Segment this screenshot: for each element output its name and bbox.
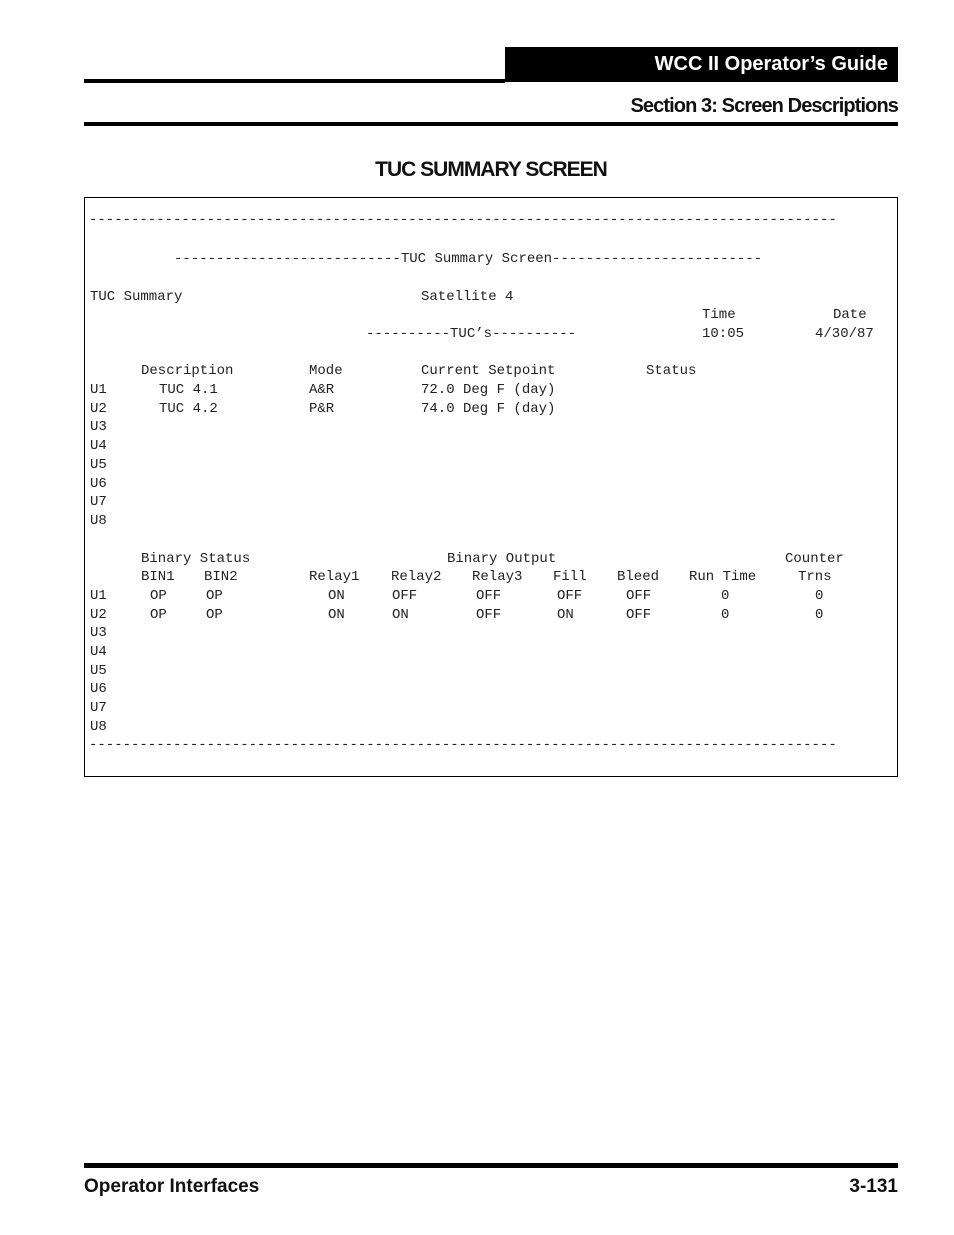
terminal-screen-frame: [84, 197, 898, 777]
top-unit-label: U2: [90, 401, 107, 417]
summary-label: TUC Summary: [90, 289, 183, 305]
top-setpoint-cell: 72.0 Deg F (day): [421, 382, 556, 398]
trns-cell: 0: [815, 588, 824, 604]
col-header-relay2: Relay2: [391, 569, 442, 585]
header-rule-bottom: [84, 122, 898, 126]
relay1-cell: ON: [328, 607, 345, 623]
col-header-status: Status: [646, 363, 697, 379]
col-header-description: Description: [141, 363, 234, 379]
satellite-label: Satellite 4: [421, 289, 514, 305]
bleed-cell: OFF: [626, 588, 652, 604]
bottom-unit-label: U4: [90, 644, 107, 660]
bin2-cell: OP: [206, 588, 223, 604]
fill-cell: ON: [557, 607, 574, 623]
relay1-cell: ON: [328, 588, 345, 604]
top-unit-label: U7: [90, 494, 107, 510]
col-header-bin2: BIN2: [204, 569, 238, 585]
terminal-bottom-dash-line: -----------------------------------------------------------------------------------------: [89, 737, 837, 753]
bleed-cell: OFF: [626, 607, 652, 623]
run-time-cell: 0: [721, 588, 730, 604]
page-title: TUC SUMMARY SCREEN: [375, 158, 607, 181]
time-label: Time: [702, 307, 736, 323]
top-unit-label: U4: [90, 438, 107, 454]
col-header-relay3: Relay3: [472, 569, 523, 585]
top-unit-label: U1: [90, 382, 107, 398]
col-header-run-time: Run Time: [689, 569, 757, 585]
date-value: 4/30/87: [815, 326, 874, 342]
col-header-bleed: Bleed: [617, 569, 660, 585]
top-description-cell: TUC 4.1: [159, 382, 218, 398]
top-unit-label: U3: [90, 419, 107, 435]
col-header-fill: Fill: [553, 569, 587, 585]
footer-chapter: Operator Interfaces: [84, 1176, 260, 1197]
col-header-mode: Mode: [309, 363, 343, 379]
guide-title: WCC II Operator’s Guide: [654, 53, 888, 75]
bin1-cell: OP: [150, 607, 167, 623]
top-unit-label: U5: [90, 457, 107, 473]
bottom-unit-label: U2: [90, 607, 107, 623]
guide-title-banner: [505, 47, 898, 82]
bottom-unit-label: U7: [90, 700, 107, 716]
bottom-unit-label: U3: [90, 625, 107, 641]
bottom-unit-label: U5: [90, 663, 107, 679]
bin2-cell: OP: [206, 607, 223, 623]
bin1-cell: OP: [150, 588, 167, 604]
relay3-cell: OFF: [476, 588, 502, 604]
time-value: 10:05: [702, 326, 745, 342]
header-rule-top: [84, 79, 505, 83]
col-header-counter: Counter: [785, 551, 844, 567]
tucs-banner: ----------TUC’s----------: [366, 326, 577, 342]
col-header-binary-output: Binary Output: [447, 551, 557, 567]
run-time-cell: 0: [721, 607, 730, 623]
bottom-unit-label: U6: [90, 681, 107, 697]
top-mode-cell: P&R: [309, 401, 335, 417]
top-mode-cell: A&R: [309, 382, 335, 398]
terminal-top-dash-line: -----------------------------------------------------------------------------------------: [89, 212, 837, 228]
relay2-cell: OFF: [392, 588, 418, 604]
col-header-bin1: BIN1: [141, 569, 175, 585]
page-number: 3-131: [849, 1176, 898, 1197]
date-label: Date: [833, 307, 867, 323]
col-header-setpoint: Current Setpoint: [421, 363, 556, 379]
top-unit-label: U8: [90, 513, 107, 529]
top-setpoint-cell: 74.0 Deg F (day): [421, 401, 556, 417]
top-unit-label: U6: [90, 476, 107, 492]
top-description-cell: TUC 4.2: [159, 401, 218, 417]
trns-cell: 0: [815, 607, 824, 623]
bottom-unit-label: U1: [90, 588, 107, 604]
col-header-relay1: Relay1: [309, 569, 360, 585]
relay2-cell: ON: [392, 607, 409, 623]
footer-rule: [84, 1163, 898, 1168]
col-header-binary-status: Binary Status: [141, 551, 251, 567]
fill-cell: OFF: [557, 588, 583, 604]
bottom-unit-label: U8: [90, 719, 107, 735]
screen-banner: ---------------------------TUC Summary Screen-------------------------: [174, 251, 763, 267]
section-title: Section 3: Screen Descriptions: [630, 95, 898, 117]
relay3-cell: OFF: [476, 607, 502, 623]
col-header-trns: Trns: [798, 569, 832, 585]
